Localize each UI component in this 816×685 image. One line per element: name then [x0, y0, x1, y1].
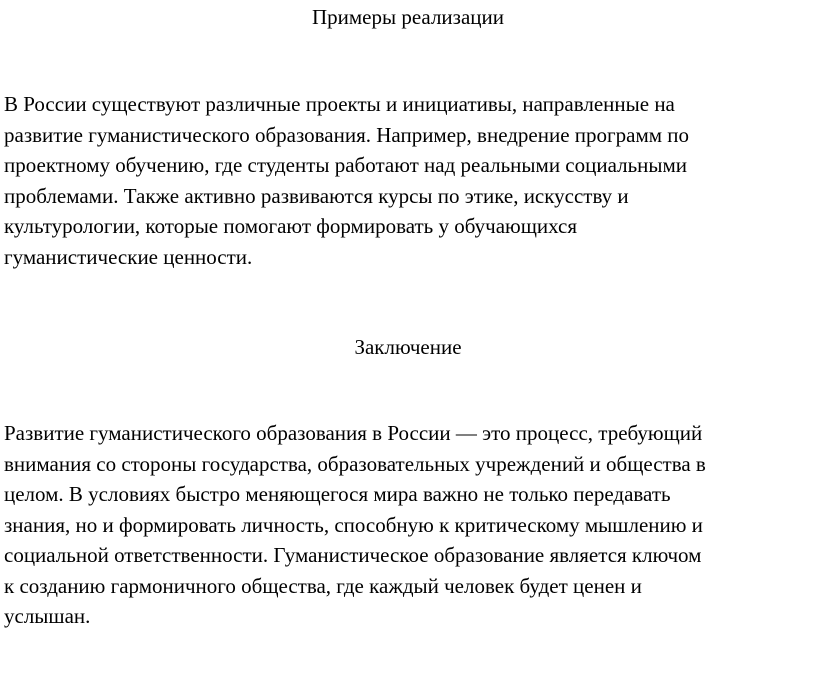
paragraph-line: гуманистические ценности. — [4, 244, 253, 269]
paragraph-line: проектному обучению, где студенты работают над реальными социальными — [4, 153, 688, 177]
paragraph-conclusion — [4, 418, 816, 632]
paragraph-line: знания, но и формировать личность, способную к критическому мышлению и — [4, 512, 703, 537]
section-title-conclusion: Заключение — [354, 335, 462, 359]
paragraph-line: проблемами. Также активно развиваются курсы по этике, искусству и — [4, 183, 629, 208]
paragraph-line: культурологии, которые помогают формировать у обучающихся — [4, 214, 577, 238]
paragraph-line: целом. В условиях быстро меняющегося мира важно не только передавать — [4, 482, 671, 506]
section-title-examples: Примеры реализации — [311, 5, 504, 29]
paragraph-line: развитие гуманистического образования. Например, внедрение программ по — [4, 122, 690, 147]
paragraph-line: социальной ответственности. Гуманистическое образование является ключом — [4, 543, 702, 567]
paragraph-line: к созданию гармоничного общества, где каждый человек будет ценен и — [4, 573, 642, 598]
paragraph-examples — [4, 89, 816, 272]
paragraph-line: внимания со стороны государства, образовательных учреждений и общества в — [4, 451, 706, 476]
paragraph-line: Развитие гуманистического образования в России — это процесс, требующий — [4, 421, 703, 445]
paragraph-line: услышан. — [4, 604, 91, 628]
paragraph-line: В России существуют различные проекты и инициативы, направленные на — [4, 92, 675, 116]
